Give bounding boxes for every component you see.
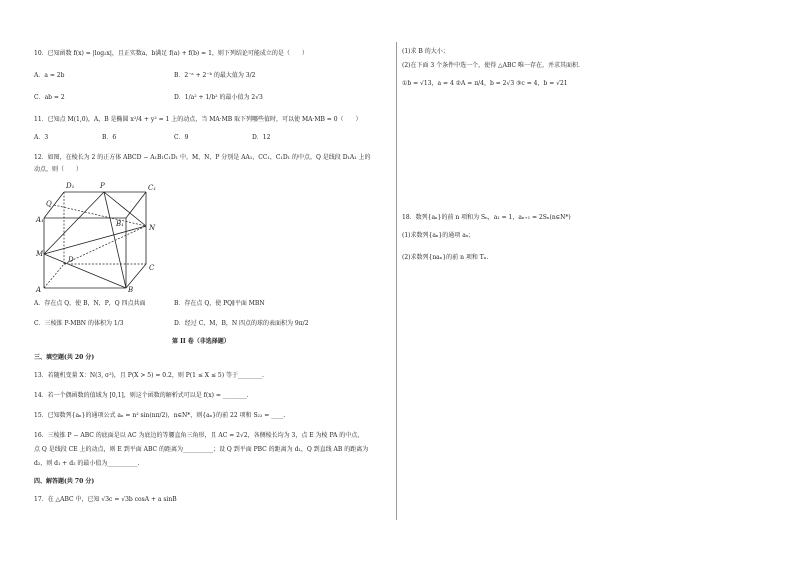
q10-option-a: A．a = 2b bbox=[34, 72, 65, 79]
q12-stem-line2: 动点，则（ ） bbox=[34, 166, 83, 173]
label-b1: B₁ bbox=[116, 220, 124, 228]
label-b: B bbox=[128, 286, 134, 294]
q17-part2: (2)在下面 3 个条件中选一个，使得 △ABC 唯一存在，并求其面积. bbox=[402, 62, 580, 69]
q11-option-b: B．6 bbox=[102, 134, 117, 141]
column-divider bbox=[396, 42, 397, 520]
q12-stem-line1: 12．如图，在棱长为 2 的正方体 ABCD − A₁B₁C₁D₁ 中，M，N，P 分别是 AA₁，CC₁，C₁D₁ 的中点，Q 是线段 D₁A₁ 上的 bbox=[34, 154, 371, 161]
q18-part2: (2)求数列{naₙ}的前 n 项和 Tₙ. bbox=[402, 254, 489, 261]
label-a: A bbox=[36, 286, 42, 294]
section3-title: 三、填空题(共 20 分) bbox=[34, 354, 95, 361]
label-n: N bbox=[149, 224, 156, 232]
label-a1: A₁ bbox=[36, 216, 44, 224]
label-c1: C₁ bbox=[148, 184, 157, 192]
q17-stem: 17．在 △ABC 中，已知 √3c = √3b cosA + a sinB bbox=[34, 496, 177, 503]
label-d1: D₁ bbox=[66, 182, 75, 190]
q18-stem: 18．数列{aₙ}的前 n 项和为 Sₙ，a₁ = 1，aₙ₊₁ = 2Sₙ(n∈N*) bbox=[402, 214, 571, 221]
cube-figure bbox=[34, 178, 164, 294]
label-p: P bbox=[100, 182, 105, 190]
q17-part1: (1)求 B 的大小； bbox=[402, 48, 449, 55]
q10-option-b: B．2⁻ᵃ + 2⁻ᵇ 的最大值为 3/2 bbox=[174, 72, 256, 79]
q16-line1: 16．三棱锥 P − ABC 的底面是以 AC 为底边的等腰直角三角形，且 AC = 2√2，各侧棱长均为 3，点 E 为棱 PA 的中点， bbox=[34, 432, 364, 439]
q16-line2: 点 Q 是线段 CE 上的动点，则 E 到平面 ABC 的距离为__________；设 Q 到平面 PBC 的距离为 d₁，Q 到直线 AB 的距离为 bbox=[34, 446, 369, 453]
q10-option-c: C．ab = 2 bbox=[34, 94, 65, 101]
q17-conditions: ①b = √13，a = 4 ②A = π/4，b = 2√3 ③c = 4，b = √21 bbox=[402, 80, 568, 87]
q13: 13．若随机变量 X：N(3, σ²)，且 P(X > 5) = 0.2，则 P(1 ≤ X ≤ 5) 等于________. bbox=[34, 372, 264, 379]
section4-title: 四、解答题(共 70 分) bbox=[34, 478, 95, 485]
q12-option-d: D．经过 C，M，B，N 四点的球的表面积为 9π/2 bbox=[174, 320, 309, 327]
q16-line3: d₂，则 d₁ + d₂ 的最小值为__________. bbox=[34, 460, 140, 467]
q18-part1: (1)求数列{aₙ}的通项 aₙ； bbox=[402, 232, 475, 239]
label-m: M bbox=[36, 250, 44, 258]
q11-stem: 11．已知点 M(1,0)，A，B 是椭圆 x²/4 + y² = 1 上的动点，当 MA·MB 取下列哪些值时，可以使 MA·MB = 0（ ） bbox=[34, 116, 362, 123]
q14: 14．若一个偶函数的值域为 [0,1]，则这个函数的解析式可以是 f(x) = ________. bbox=[34, 392, 249, 399]
q11-option-a: A．3 bbox=[34, 134, 49, 141]
label-d: D bbox=[68, 256, 74, 264]
label-q: Q bbox=[46, 200, 52, 208]
q11-option-c: C．9 bbox=[174, 134, 189, 141]
label-c: C bbox=[149, 264, 155, 272]
part2-title: 第 II 卷（非选择题） bbox=[172, 338, 230, 345]
q10-option-d: D．1/a² + 1/b² 的最小值为 2√3 bbox=[174, 94, 263, 101]
q10-stem: 10．已知函数 f(x) = |log₂x|，且正实数a，b满足 f(a) + f(b) = 1，则下列结论可能成立的是（ ） bbox=[34, 50, 308, 57]
q12-option-c: C．三棱锥 P-MBN 的体积为 1/3 bbox=[34, 320, 124, 327]
q15: 15．已知数列{aₙ}的通项公式 aₙ = n² sin(nπ/2)，n∈N*，则{aₙ}的前 22 项和 S₂₂ = ____. bbox=[34, 412, 286, 419]
q12-option-a: A．存在点 Q，使 B，N，P，Q 四点共面 bbox=[34, 300, 146, 307]
q11-option-d: D．12 bbox=[252, 134, 271, 141]
q12-option-b: B．存在点 Q，使 PQ∥平面 MBN bbox=[174, 300, 265, 307]
